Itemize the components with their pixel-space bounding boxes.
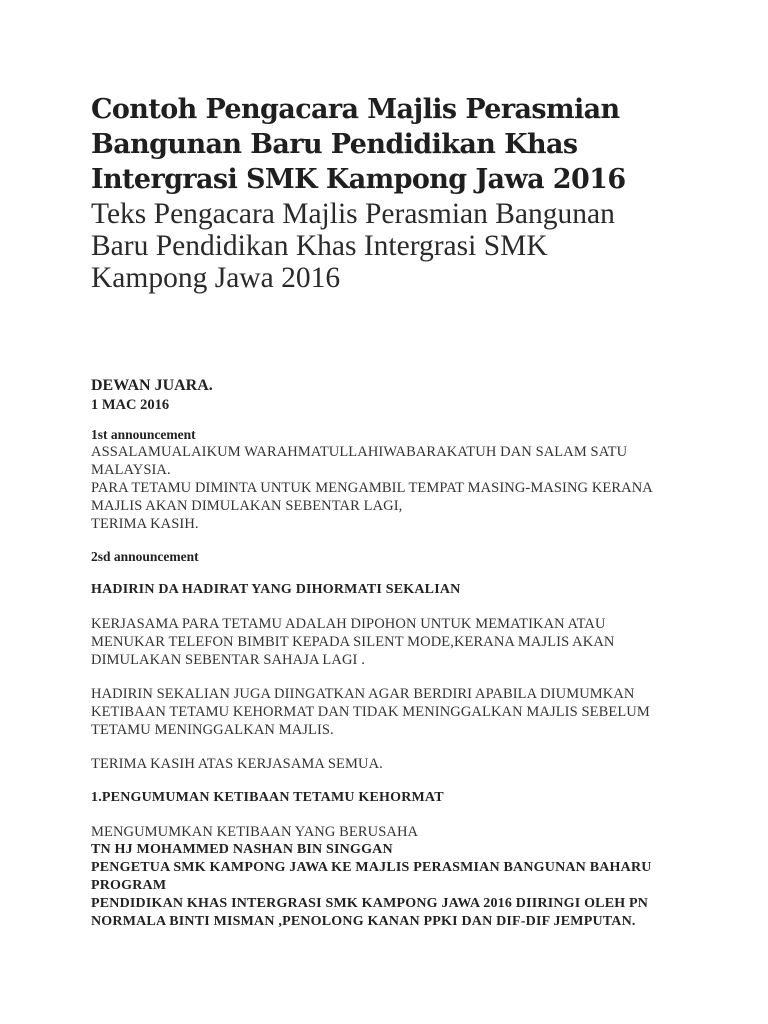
announcement-label: 1st announcement — [91, 427, 196, 442]
body-line: MAJLIS AKAN DIMULAKAN SEBENTAR LAGI, — [91, 498, 403, 514]
paragraph — [91, 615, 711, 669]
paragraph — [91, 685, 711, 739]
body-line: TN HJ MOHAMMED NASHAN BIN SINGGAN — [91, 842, 393, 857]
body-line: PARA TETAMU DIMINTA UNTUK MENGAMBIL TEMPAT MASING-MASING KERANA — [91, 480, 653, 496]
body-line: MALAYSIA. — [91, 462, 171, 478]
title-line: Contoh Pengacara Majlis Perasmian — [91, 94, 620, 125]
body-line: MENGUMUMKAN KETIBAAN YANG BERUSAHA — [91, 824, 419, 840]
body-line: TERIMA KASIH. — [91, 516, 199, 532]
body-line: KETIBAAN TETAMU KEHORMAT DAN TIDAK MENINGGALKAN MAJLIS SEBELUM — [91, 704, 650, 720]
title-line: Bangunan Baru Pendidikan Khas — [91, 129, 578, 160]
body-line: KERJASAMA PARA TETAMU ADALAH DIPOHON UNTUK MEMATIKAN ATAU — [91, 616, 606, 632]
subtitle-line: Kampong Jawa 2016 — [91, 262, 341, 294]
announcement-1 — [91, 426, 711, 533]
document-subtitle — [91, 198, 711, 294]
body-line: ASSALAMUALAIKUM WARAHMATULLAHIWABARAKATUH DAN SALAM SATU — [91, 444, 628, 460]
section-heading: HADIRIN DA HADIRAT YANG DIHORMATI SEKALIAN — [91, 582, 461, 597]
body-line: PENDIDIKAN KHAS INTERGRASI SMK KAMPONG JAWA 2016 DIIRINGI OLEH PN — [91, 896, 649, 911]
body-line: HADIRIN SEKALIAN JUGA DIINGATKAN AGAR BERDIRI APABILA DIUMUMKAN — [91, 686, 635, 702]
announcement-label: 2sd announcement — [91, 549, 199, 564]
venue-heading: DEWAN JUARA. — [91, 377, 213, 394]
body-line: DIMULAKAN SEBENTAR SAHAJA LAGI . — [91, 652, 365, 668]
section-heading: 1.PENGUMUMAN KETIBAAN TETAMU KEHORMAT — [91, 790, 444, 805]
document-page — [91, 92, 711, 931]
subtitle-line: Baru Pendidikan Khas Intergrasi SMK — [91, 230, 548, 262]
document-title — [91, 92, 711, 197]
body-line: TETAMU MENINGGALKAN MAJLIS. — [91, 722, 334, 738]
section-1 — [91, 789, 711, 931]
body-line: TERIMA KASIH ATAS KERJASAMA SEMUA. — [91, 756, 383, 772]
title-line: Intergrasi SMK Kampong Jawa 2016 — [91, 164, 626, 195]
body-line: PENGETUA SMK KAMPONG JAWA KE MAJLIS PERASMIAN BANGUNAN BAHARU PROGRAM — [91, 860, 652, 893]
body-line: MENUKAR TELEFON BIMBIT KEPADA SILENT MODE,KERANA MAJLIS AKAN — [91, 634, 615, 650]
event-date: 1 MAC 2016 — [91, 397, 170, 413]
body-line: NORMALA BINTI MISMAN ,PENOLONG KANAN PPKI DAN DIF-DIF JEMPUTAN. — [91, 914, 636, 929]
announcement-2 — [91, 548, 711, 773]
subtitle-line: Teks Pengacara Majlis Perasmian Bangunan — [91, 198, 615, 230]
